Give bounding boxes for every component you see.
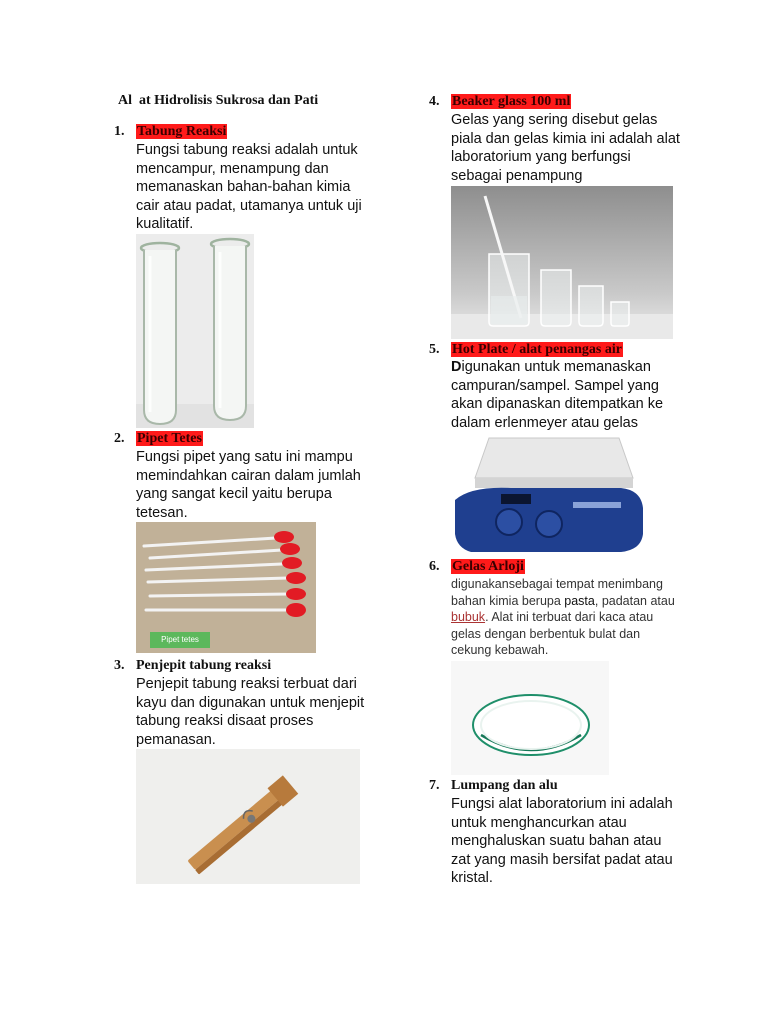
item-1-name: Tabung Reaksi <box>137 124 227 139</box>
item-4-name: Beaker glass 100 ml <box>452 94 571 109</box>
pipette-image-caption: Pipet tetes <box>161 635 199 644</box>
item-4-heading <box>429 94 571 110</box>
item-6-desc-part2: , padatan atau <box>594 593 675 608</box>
item-1-description: Fungsi tabung reaksi adalah untuk mencampur, menampung dan memanaskan bahan-bahan kimia cair atau padat, utamanya untuk uji kualitatif. <box>136 142 362 232</box>
item-5-desc-main: igunakan untuk memanaskan campuran/sampel. Sampel yang akan dipanaskan ditempatkan ke dalam erlenmeyer atau gelas <box>451 359 664 431</box>
item-5-number: 5. <box>429 342 440 357</box>
item-7-number: 7. <box>429 778 440 793</box>
item-7-description: Fungsi alat laboratorium ini adalah untuk menghancurkan atau menghaluskan suatu bahan atau zat yang masih bersifat padat atau kristal. <box>451 796 673 886</box>
item-2-description: Fungsi pipet yang satu ini mampu memindahkan cairan dalam jumlah yang sangat kecil yaitu berupa tetesan. <box>136 449 361 521</box>
item-3-heading <box>114 658 271 674</box>
watch-glass-image <box>451 661 609 775</box>
item-2-number: 2. <box>114 431 125 446</box>
dropper-pipettes-image <box>136 522 316 653</box>
item-7-name: Lumpang dan alu <box>451 778 558 793</box>
item-3-description: Penjepit tabung reaksi terbuat dari kayu dan digunakan untuk menjepit tabung reaksi disaat proses pemanasan. <box>136 676 365 748</box>
item-6-desc-part3: . Alat ini terbuat dari kaca atau gelas dengan berbentuk bulat dan cekung kebawah. <box>451 610 654 657</box>
item-5-heading <box>429 342 623 358</box>
hot-plate-image <box>451 430 647 557</box>
item-6-description <box>451 576 681 659</box>
document-title: Al at Hidrolisis Sukrosa dan Pati <box>118 93 319 108</box>
item-1-number: 1. <box>114 124 125 139</box>
item-6-heading <box>429 559 525 575</box>
item-3-number: 3. <box>114 658 125 673</box>
beaker-glasses-image <box>451 186 673 339</box>
item-2-name: Pipet Tetes <box>137 431 202 446</box>
test-tubes-image <box>136 234 254 428</box>
item-2-heading <box>114 431 203 447</box>
item-1-heading <box>114 124 227 140</box>
item-4-number: 4. <box>429 94 440 109</box>
item-4-description: Gelas yang sering disebut gelas piala dan gelas kimia ini adalah alat laboratorium yang berfungsi sebagai penampung <box>451 112 680 184</box>
item-7-heading <box>429 778 558 794</box>
test-tube-clamp-image <box>136 749 360 884</box>
item-5-first-letter: D <box>451 359 462 375</box>
item-5-name: Hot Plate / alat penangas air <box>452 342 622 357</box>
item-6-desc-bold1: pasta <box>564 593 595 608</box>
item-6-name: Gelas Arloji <box>452 559 524 574</box>
bubuk-link[interactable]: bubuk <box>451 610 486 624</box>
item-3-name: Penjepit tabung reaksi <box>136 658 272 673</box>
item-6-desc-part1: digunakansebagai tempat menimbang bahan kimia berupa <box>451 577 663 608</box>
item-6-number: 6. <box>429 559 440 574</box>
